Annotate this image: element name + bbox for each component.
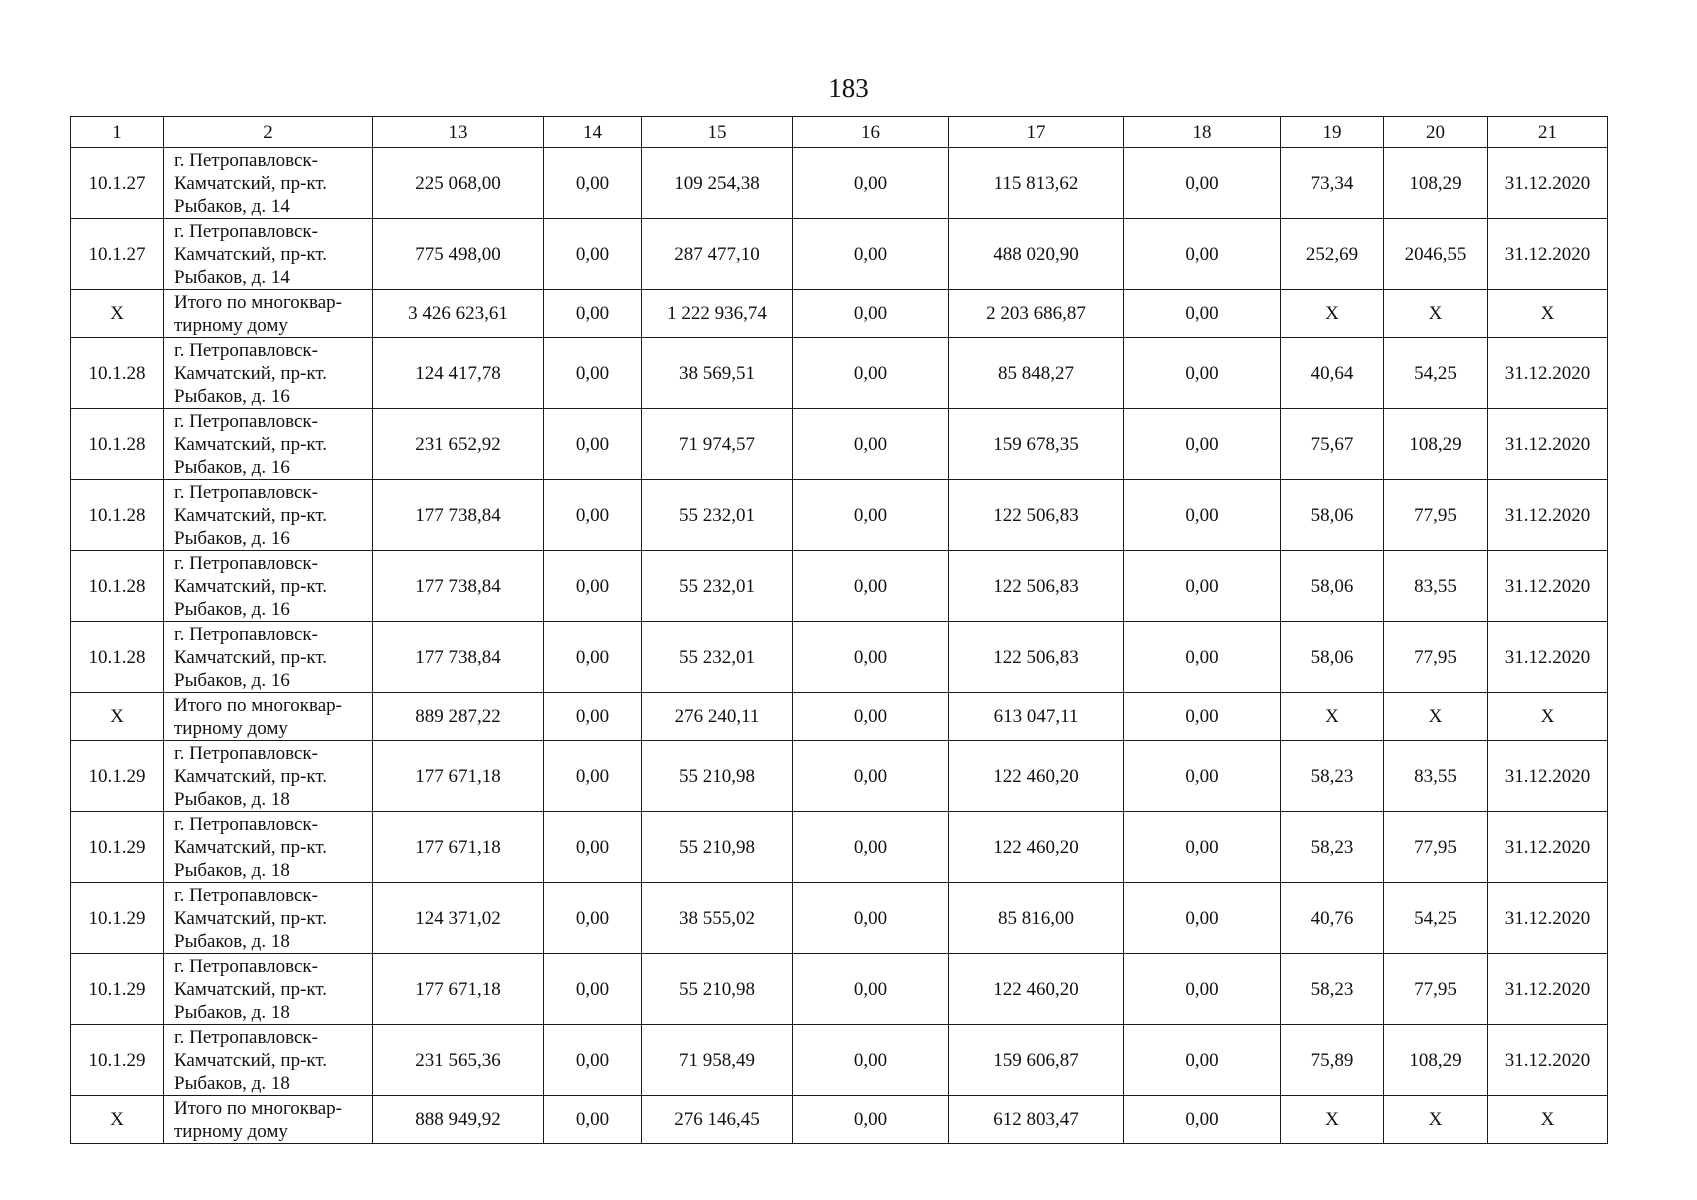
column-header: 20 bbox=[1384, 117, 1488, 148]
value-cell: 40,64 bbox=[1281, 338, 1384, 409]
address-cell bbox=[164, 741, 373, 812]
value-cell: 0,00 bbox=[1124, 954, 1281, 1025]
cell-line: г. Петропавловск- bbox=[174, 1026, 318, 1048]
value-cell: 55 210,98 bbox=[642, 954, 793, 1025]
value-cell: X bbox=[1488, 693, 1608, 741]
value-cell: 0,00 bbox=[1124, 883, 1281, 954]
value-cell: 31.12.2020 bbox=[1488, 219, 1608, 290]
value-cell: X bbox=[1488, 290, 1608, 338]
value-cell: 287 477,10 bbox=[642, 219, 793, 290]
value-cell: 122 460,20 bbox=[949, 741, 1124, 812]
value-cell: 613 047,11 bbox=[949, 693, 1124, 741]
value-cell: 71 958,49 bbox=[642, 1025, 793, 1096]
row-number-cell: 10.1.29 bbox=[71, 1025, 164, 1096]
table-row bbox=[71, 741, 1608, 812]
value-cell: 0,00 bbox=[544, 148, 642, 219]
address-cell bbox=[164, 1025, 373, 1096]
value-cell: 58,23 bbox=[1281, 954, 1384, 1025]
row-number-cell: 10.1.29 bbox=[71, 812, 164, 883]
cell-line: г. Петропавловск- bbox=[174, 552, 318, 574]
value-cell: 31.12.2020 bbox=[1488, 883, 1608, 954]
value-cell: X bbox=[1384, 693, 1488, 741]
value-cell: 38 569,51 bbox=[642, 338, 793, 409]
value-cell: 0,00 bbox=[544, 409, 642, 480]
value-cell: 0,00 bbox=[793, 1025, 949, 1096]
value-cell: 55 210,98 bbox=[642, 812, 793, 883]
table-row bbox=[71, 1025, 1608, 1096]
cell-line: Рыбаков, д. 18 bbox=[174, 788, 290, 810]
value-cell: 31.12.2020 bbox=[1488, 1025, 1608, 1096]
value-cell: 31.12.2020 bbox=[1488, 954, 1608, 1025]
value-cell: 488 020,90 bbox=[949, 219, 1124, 290]
address-cell bbox=[164, 622, 373, 693]
value-cell: X bbox=[1384, 1096, 1488, 1144]
column-header: 16 bbox=[793, 117, 949, 148]
value-cell: 775 498,00 bbox=[373, 219, 544, 290]
cell-line: Рыбаков, д. 16 bbox=[174, 456, 290, 478]
cell-line: Рыбаков, д. 18 bbox=[174, 930, 290, 952]
page-number: 183 bbox=[828, 73, 869, 103]
value-cell: 0,00 bbox=[793, 219, 949, 290]
value-cell: 0,00 bbox=[1124, 1096, 1281, 1144]
value-cell: 0,00 bbox=[793, 693, 949, 741]
value-cell: 75,89 bbox=[1281, 1025, 1384, 1096]
value-cell: 3 426 623,61 bbox=[373, 290, 544, 338]
value-cell: 889 287,22 bbox=[373, 693, 544, 741]
row-number-cell: 10.1.27 bbox=[71, 148, 164, 219]
column-header: 19 bbox=[1281, 117, 1384, 148]
value-cell: 55 232,01 bbox=[642, 551, 793, 622]
value-cell: 0,00 bbox=[793, 338, 949, 409]
cell-line: Рыбаков, д. 16 bbox=[174, 385, 290, 407]
value-cell: 231 565,36 bbox=[373, 1025, 544, 1096]
value-cell: 71 974,57 bbox=[642, 409, 793, 480]
value-cell: 77,95 bbox=[1384, 954, 1488, 1025]
value-cell: X bbox=[1281, 693, 1384, 741]
value-cell: 2 203 686,87 bbox=[949, 290, 1124, 338]
cell-line: тирному дому bbox=[174, 314, 288, 336]
value-cell: 0,00 bbox=[544, 480, 642, 551]
table-row bbox=[71, 622, 1608, 693]
row-number-cell: X bbox=[71, 693, 164, 741]
address-cell bbox=[164, 812, 373, 883]
value-cell: 177 738,84 bbox=[373, 551, 544, 622]
value-cell: 77,95 bbox=[1384, 812, 1488, 883]
value-cell: 58,23 bbox=[1281, 741, 1384, 812]
cell-line: Итого по многоквар- bbox=[174, 291, 342, 313]
table-row bbox=[71, 338, 1608, 409]
value-cell: 55 232,01 bbox=[642, 622, 793, 693]
value-cell: 58,06 bbox=[1281, 551, 1384, 622]
cell-line: тирному дому bbox=[174, 717, 288, 739]
address-cell bbox=[164, 480, 373, 551]
value-cell: 85 816,00 bbox=[949, 883, 1124, 954]
value-cell: 276 240,11 bbox=[642, 693, 793, 741]
value-cell: 54,25 bbox=[1384, 338, 1488, 409]
value-cell: 252,69 bbox=[1281, 219, 1384, 290]
value-cell: 0,00 bbox=[793, 622, 949, 693]
value-cell: 0,00 bbox=[793, 741, 949, 812]
column-header: 2 bbox=[164, 117, 373, 148]
cell-line: Камчатский, пр-кт. bbox=[174, 978, 328, 1000]
value-cell: X bbox=[1281, 290, 1384, 338]
value-cell: 0,00 bbox=[1124, 338, 1281, 409]
table-header bbox=[71, 117, 1608, 148]
value-cell: 54,25 bbox=[1384, 883, 1488, 954]
value-cell: 124 417,78 bbox=[373, 338, 544, 409]
value-cell: X bbox=[1281, 1096, 1384, 1144]
cell-line: Камчатский, пр-кт. bbox=[174, 765, 328, 787]
cell-line: г. Петропавловск- bbox=[174, 149, 318, 171]
value-cell: 85 848,27 bbox=[949, 338, 1124, 409]
value-cell: 0,00 bbox=[544, 812, 642, 883]
cell-line: Камчатский, пр-кт. bbox=[174, 433, 328, 455]
cell-line: Камчатский, пр-кт. bbox=[174, 836, 328, 858]
value-cell: 0,00 bbox=[544, 693, 642, 741]
address-cell bbox=[164, 219, 373, 290]
cell-line: г. Петропавловск- bbox=[174, 481, 318, 503]
value-cell: 177 738,84 bbox=[373, 622, 544, 693]
value-cell: X bbox=[1488, 1096, 1608, 1144]
cell-line: Камчатский, пр-кт. bbox=[174, 172, 328, 194]
value-cell: 31.12.2020 bbox=[1488, 812, 1608, 883]
cell-line: Камчатский, пр-кт. bbox=[174, 575, 328, 597]
column-header: 17 bbox=[949, 117, 1124, 148]
column-header: 15 bbox=[642, 117, 793, 148]
address-cell bbox=[164, 148, 373, 219]
value-cell: 122 506,83 bbox=[949, 551, 1124, 622]
address-cell bbox=[164, 409, 373, 480]
value-cell: 124 371,02 bbox=[373, 883, 544, 954]
value-cell: 177 671,18 bbox=[373, 954, 544, 1025]
value-cell: 0,00 bbox=[793, 148, 949, 219]
value-cell: 122 460,20 bbox=[949, 812, 1124, 883]
table-row bbox=[71, 551, 1608, 622]
cell-line: Камчатский, пр-кт. bbox=[174, 646, 328, 668]
column-header: 21 bbox=[1488, 117, 1608, 148]
value-cell: 58,06 bbox=[1281, 622, 1384, 693]
value-cell: 0,00 bbox=[1124, 622, 1281, 693]
value-cell: 0,00 bbox=[544, 1096, 642, 1144]
value-cell: 31.12.2020 bbox=[1488, 409, 1608, 480]
value-cell: 0,00 bbox=[1124, 812, 1281, 883]
value-cell: 0,00 bbox=[1124, 148, 1281, 219]
value-cell: 0,00 bbox=[793, 954, 949, 1025]
value-cell: 0,00 bbox=[1124, 1025, 1281, 1096]
cell-line: Рыбаков, д. 18 bbox=[174, 1001, 290, 1023]
value-cell: 159 678,35 bbox=[949, 409, 1124, 480]
value-cell: 0,00 bbox=[544, 338, 642, 409]
table-row bbox=[71, 148, 1608, 219]
value-cell: 0,00 bbox=[793, 812, 949, 883]
value-cell: 77,95 bbox=[1384, 480, 1488, 551]
value-cell: 225 068,00 bbox=[373, 148, 544, 219]
value-cell: 31.12.2020 bbox=[1488, 148, 1608, 219]
value-cell: 0,00 bbox=[544, 551, 642, 622]
cell-line: Камчатский, пр-кт. bbox=[174, 1049, 328, 1071]
value-cell: 276 146,45 bbox=[642, 1096, 793, 1144]
address-cell bbox=[164, 954, 373, 1025]
value-cell: 0,00 bbox=[1124, 551, 1281, 622]
value-cell: 0,00 bbox=[544, 219, 642, 290]
value-cell: 0,00 bbox=[544, 883, 642, 954]
value-cell: 0,00 bbox=[544, 622, 642, 693]
cell-line: г. Петропавловск- bbox=[174, 410, 318, 432]
value-cell: 159 606,87 bbox=[949, 1025, 1124, 1096]
value-cell: 0,00 bbox=[544, 741, 642, 812]
value-cell: 109 254,38 bbox=[642, 148, 793, 219]
value-cell: 31.12.2020 bbox=[1488, 338, 1608, 409]
row-number-cell: 10.1.28 bbox=[71, 409, 164, 480]
cell-line: Рыбаков, д. 16 bbox=[174, 527, 290, 549]
cell-line: Рыбаков, д. 14 bbox=[174, 266, 290, 288]
value-cell: 31.12.2020 bbox=[1488, 741, 1608, 812]
value-cell: 31.12.2020 bbox=[1488, 622, 1608, 693]
value-cell: 40,76 bbox=[1281, 883, 1384, 954]
value-cell: 0,00 bbox=[793, 290, 949, 338]
address-cell bbox=[164, 883, 373, 954]
cell-line: Рыбаков, д. 18 bbox=[174, 859, 290, 881]
value-cell: 231 652,92 bbox=[373, 409, 544, 480]
total-row bbox=[71, 290, 1608, 338]
value-cell: 122 506,83 bbox=[949, 622, 1124, 693]
cell-line: г. Петропавловск- bbox=[174, 742, 318, 764]
value-cell: 31.12.2020 bbox=[1488, 480, 1608, 551]
value-cell: 0,00 bbox=[1124, 741, 1281, 812]
value-cell: 55 210,98 bbox=[642, 741, 793, 812]
value-cell: 75,67 bbox=[1281, 409, 1384, 480]
value-cell: 0,00 bbox=[793, 480, 949, 551]
value-cell: 0,00 bbox=[1124, 480, 1281, 551]
value-cell: 83,55 bbox=[1384, 551, 1488, 622]
value-cell: 38 555,02 bbox=[642, 883, 793, 954]
row-number-cell: 10.1.28 bbox=[71, 622, 164, 693]
row-number-cell: 10.1.29 bbox=[71, 883, 164, 954]
address-cell bbox=[164, 551, 373, 622]
table-row bbox=[71, 409, 1608, 480]
total-row bbox=[71, 693, 1608, 741]
row-number-cell: 10.1.29 bbox=[71, 954, 164, 1025]
table-row bbox=[71, 812, 1608, 883]
value-cell: 58,23 bbox=[1281, 812, 1384, 883]
row-number-cell: 10.1.28 bbox=[71, 480, 164, 551]
value-cell: 108,29 bbox=[1384, 409, 1488, 480]
value-cell: 0,00 bbox=[544, 954, 642, 1025]
value-cell: 58,06 bbox=[1281, 480, 1384, 551]
value-cell: 0,00 bbox=[544, 290, 642, 338]
value-cell: 0,00 bbox=[793, 1096, 949, 1144]
cell-line: Итого по многоквар- bbox=[174, 1097, 342, 1119]
cell-line: Рыбаков, д. 18 bbox=[174, 1072, 290, 1094]
value-cell: 108,29 bbox=[1384, 1025, 1488, 1096]
cell-line: Рыбаков, д. 16 bbox=[174, 669, 290, 691]
cell-line: Итого по многоквар- bbox=[174, 694, 342, 716]
value-cell: 83,55 bbox=[1384, 741, 1488, 812]
value-cell: 31.12.2020 bbox=[1488, 551, 1608, 622]
value-cell: 77,95 bbox=[1384, 622, 1488, 693]
table-row bbox=[71, 954, 1608, 1025]
table-row bbox=[71, 480, 1608, 551]
value-cell: 0,00 bbox=[793, 551, 949, 622]
value-cell: 115 813,62 bbox=[949, 148, 1124, 219]
value-cell: 108,29 bbox=[1384, 148, 1488, 219]
total-row bbox=[71, 1096, 1608, 1144]
total-label-cell bbox=[164, 290, 373, 338]
cell-line: г. Петропавловск- bbox=[174, 623, 318, 645]
row-number-cell: 10.1.28 bbox=[71, 338, 164, 409]
value-cell: 612 803,47 bbox=[949, 1096, 1124, 1144]
value-cell: 0,00 bbox=[1124, 693, 1281, 741]
cell-line: тирному дому bbox=[174, 1120, 288, 1142]
address-cell bbox=[164, 338, 373, 409]
value-cell: 73,34 bbox=[1281, 148, 1384, 219]
total-label-cell bbox=[164, 693, 373, 741]
cell-line: г. Петропавловск- bbox=[174, 220, 318, 242]
row-number-cell: 10.1.27 bbox=[71, 219, 164, 290]
cell-line: Камчатский, пр-кт. bbox=[174, 243, 328, 265]
value-cell: 0,00 bbox=[1124, 409, 1281, 480]
value-cell: 122 460,20 bbox=[949, 954, 1124, 1025]
table-row bbox=[71, 883, 1608, 954]
value-cell: 0,00 bbox=[793, 409, 949, 480]
value-cell: 0,00 bbox=[544, 1025, 642, 1096]
value-cell: 0,00 bbox=[1124, 290, 1281, 338]
value-cell: 2046,55 bbox=[1384, 219, 1488, 290]
value-cell: X bbox=[1384, 290, 1488, 338]
value-cell: 177 738,84 bbox=[373, 480, 544, 551]
value-cell: 0,00 bbox=[1124, 219, 1281, 290]
table-body bbox=[71, 148, 1608, 1144]
value-cell: 177 671,18 bbox=[373, 812, 544, 883]
cell-line: Рыбаков, д. 14 bbox=[174, 195, 290, 217]
row-number-cell: 10.1.29 bbox=[71, 741, 164, 812]
cell-line: г. Петропавловск- bbox=[174, 884, 318, 906]
value-cell: 1 222 936,74 bbox=[642, 290, 793, 338]
total-label-cell bbox=[164, 1096, 373, 1144]
row-number-cell: X bbox=[71, 290, 164, 338]
value-cell: 177 671,18 bbox=[373, 741, 544, 812]
column-header: 1 bbox=[71, 117, 164, 148]
column-header: 13 bbox=[373, 117, 544, 148]
cell-line: Камчатский, пр-кт. bbox=[174, 907, 328, 929]
value-cell: 0,00 bbox=[793, 883, 949, 954]
table-row bbox=[71, 219, 1608, 290]
column-header: 14 bbox=[544, 117, 642, 148]
cell-line: Рыбаков, д. 16 bbox=[174, 598, 290, 620]
value-cell: 888 949,92 bbox=[373, 1096, 544, 1144]
cell-line: г. Петропавловск- bbox=[174, 955, 318, 977]
cell-line: г. Петропавловск- bbox=[174, 813, 318, 835]
cell-line: Камчатский, пр-кт. bbox=[174, 362, 328, 384]
row-number-cell: 10.1.28 bbox=[71, 551, 164, 622]
value-cell: 122 506,83 bbox=[949, 480, 1124, 551]
column-header: 18 bbox=[1124, 117, 1281, 148]
cell-line: г. Петропавловск- bbox=[174, 339, 318, 361]
data-table bbox=[70, 116, 1608, 1144]
value-cell: 55 232,01 bbox=[642, 480, 793, 551]
header-row bbox=[71, 117, 1608, 148]
cell-line: Камчатский, пр-кт. bbox=[174, 504, 328, 526]
row-number-cell: X bbox=[71, 1096, 164, 1144]
